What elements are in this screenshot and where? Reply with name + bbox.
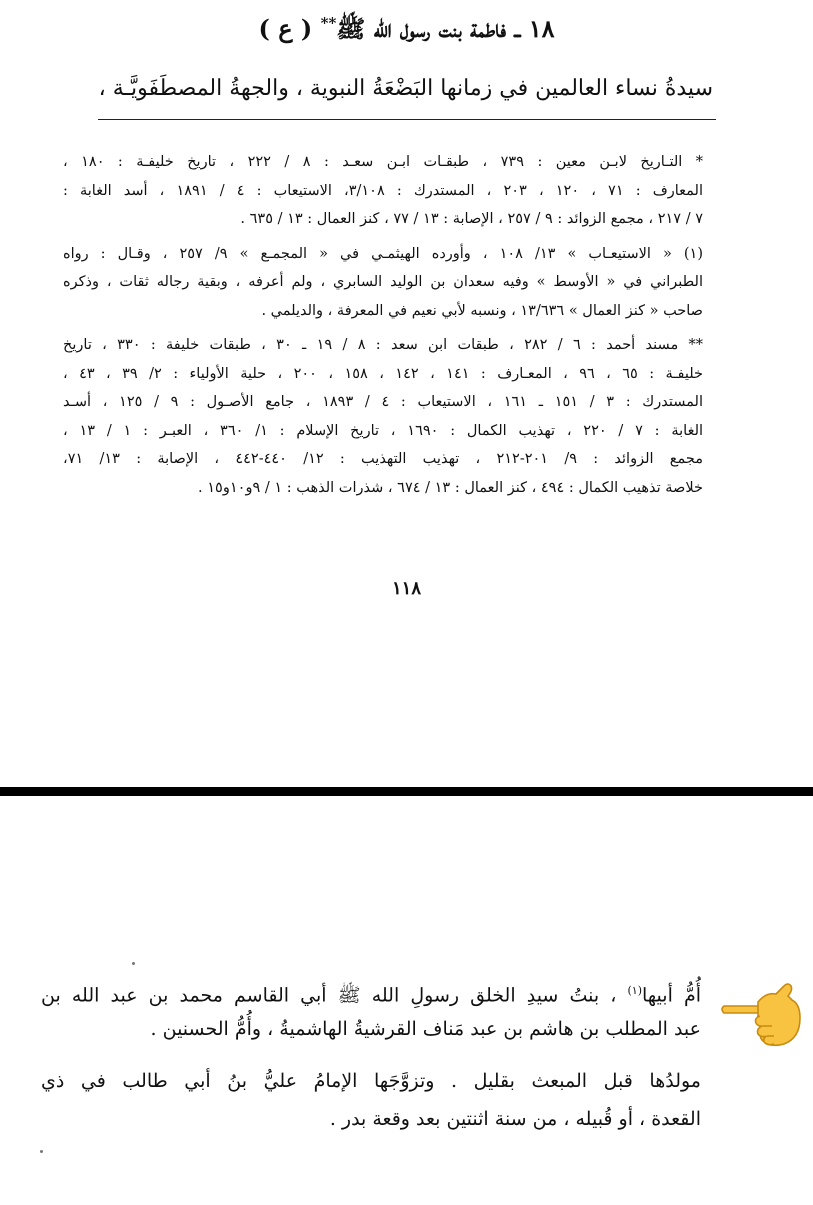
- chapter-heading: [0, 14, 813, 49]
- footnote-line: المستدرك : ٣ / ١٥١ ـ ١٦١ ، الاستيعاب : ٤ / ١٨٩٣ ، جامع الأصـول : ٩ / ١٢٥ ، أسـد: [63, 394, 703, 410]
- page-separator: [0, 787, 813, 796]
- body-line: عبد المطلب بن هاشم بن عبد مَناف القرشيةُ الهاشميةُ ، وأُمُّ الحسنين .: [150, 1018, 701, 1040]
- heading-title: ١٨ ــ فاطمة بنت رسول الله ﷺ: [336, 14, 555, 43]
- heading-stars: **: [320, 14, 337, 32]
- footnote-line: خليفـة : ٦٥ ، ٩٦ ، المعـارف : ١٤١ ، ١٤٢ ، ١٥٨ ، ٢٠٠ ، حلية الأولياء : ٢/ ٣٩ ، ٤٣ ،: [63, 365, 703, 382]
- pointing-hand-icon: [718, 976, 804, 1056]
- body-text: [41, 972, 701, 1138]
- footnotes: [63, 148, 703, 502]
- footnote-line: مجمع الزوائد : ٩/ ٢٠١-٢١٢ ، تهذيب التهذيب : ١٢/ ٤٤٠-٤٤٢ ، الإصابة : ١٣/ ٧١،: [63, 451, 703, 467]
- footnote-line: الطبراني في « الأوسط » وفيه سعدان بن الوليد السابري ، ولم أعرفه ، وبقية رجاله ثقات ، وذكره: [63, 274, 703, 290]
- footnote-line: خلاصة تذهيب الكمال : ٤٩٤ ، كنز العمال : ١٣ / ٦٧٤ ، شذرات الذهب : ١ / ٩و١٠و١٥ .: [198, 479, 703, 496]
- footnote-line: (١) « الاستيعـاب » ١٣/ ١٠٨ ، وأورده الهيثمـي في « المجمـع » ٩/ ٢٥٧ ، وقـال : رواه: [63, 245, 703, 262]
- footnote-line: * التـاريخ لابـن معين : ٧٣٩ ، طبقـات ابـن سعـد : ٨ / ٢٢٢ ، تاريخ خليفـة : ١٨٠ ،: [63, 154, 703, 170]
- footnote-line: ٧ / ٢١٧ ، مجمع الزوائد : ٩ / ٢٥٧ ، الإصابة : ١٣ / ٧٧ ، كنز العمال : ١٣ / ٦٣٥ .: [240, 211, 703, 227]
- heading-tag: ( ع ): [258, 14, 313, 43]
- scan-speck: [40, 1150, 43, 1153]
- footnote-line: صاحب « كنز العمال » ١٣/٦٣٦ ، ونسبه لأبي نعيم في المعرفة ، والديلمي .: [261, 302, 703, 319]
- footnote-line: المعارف : ٧١ ، ١٢٠ ، ٢٠٣ ، المستدرك : ٣/١٠٨، الاستيعاب : ٤ / ١٨٩١ ، أسد الغابة :: [63, 182, 703, 199]
- body-line-start: أُمُّ أبيها: [642, 984, 701, 1007]
- subtitle-rule: [98, 119, 716, 120]
- bottom-page: [0, 796, 813, 1205]
- body-line: [41, 972, 701, 1010]
- footnote-line: ** مسند أحمد : ٦ / ٢٨٢ ، طبقات ابن سعد : ٨ / ١٩ ـ ٣٠ ، طبقات خليفة : ٣٣٠ ، تاريخ: [63, 337, 703, 353]
- body-line-rest: ، بنتُ سيدِ الخلق رسولِ الله ﷺ أبي القاسم محمد بن عبد الله بن: [41, 984, 628, 1007]
- footnote-ref[interactable]: (١): [627, 984, 642, 997]
- chapter-subtitle: سيدةُ نساء العالمين في زمانها البَضْعَةُ النبوية ، والجهةُ المصطَفَويَّـة ،: [98, 76, 713, 101]
- body-line: مولدُها قبل المبعث بقليل . وتزوَّجَها الإمامُ عليُّ بنُ أبي طالب في ذي: [41, 1070, 701, 1092]
- footnote-line: الغابة : ٧ / ٢٢٠ ، تهذيب الكمال : ١٦٩٠ ، تاريخ الإسلام : ١/ ٣٦٠ ، العبـر : ١ / ١٣ ،: [63, 422, 703, 439]
- body-line: القعدة ، أو قُبيله ، من سنة اثنتين بعد وقعة بدر .: [329, 1108, 701, 1130]
- page-number: ١١٨: [391, 578, 421, 599]
- scan-speck: [132, 962, 135, 965]
